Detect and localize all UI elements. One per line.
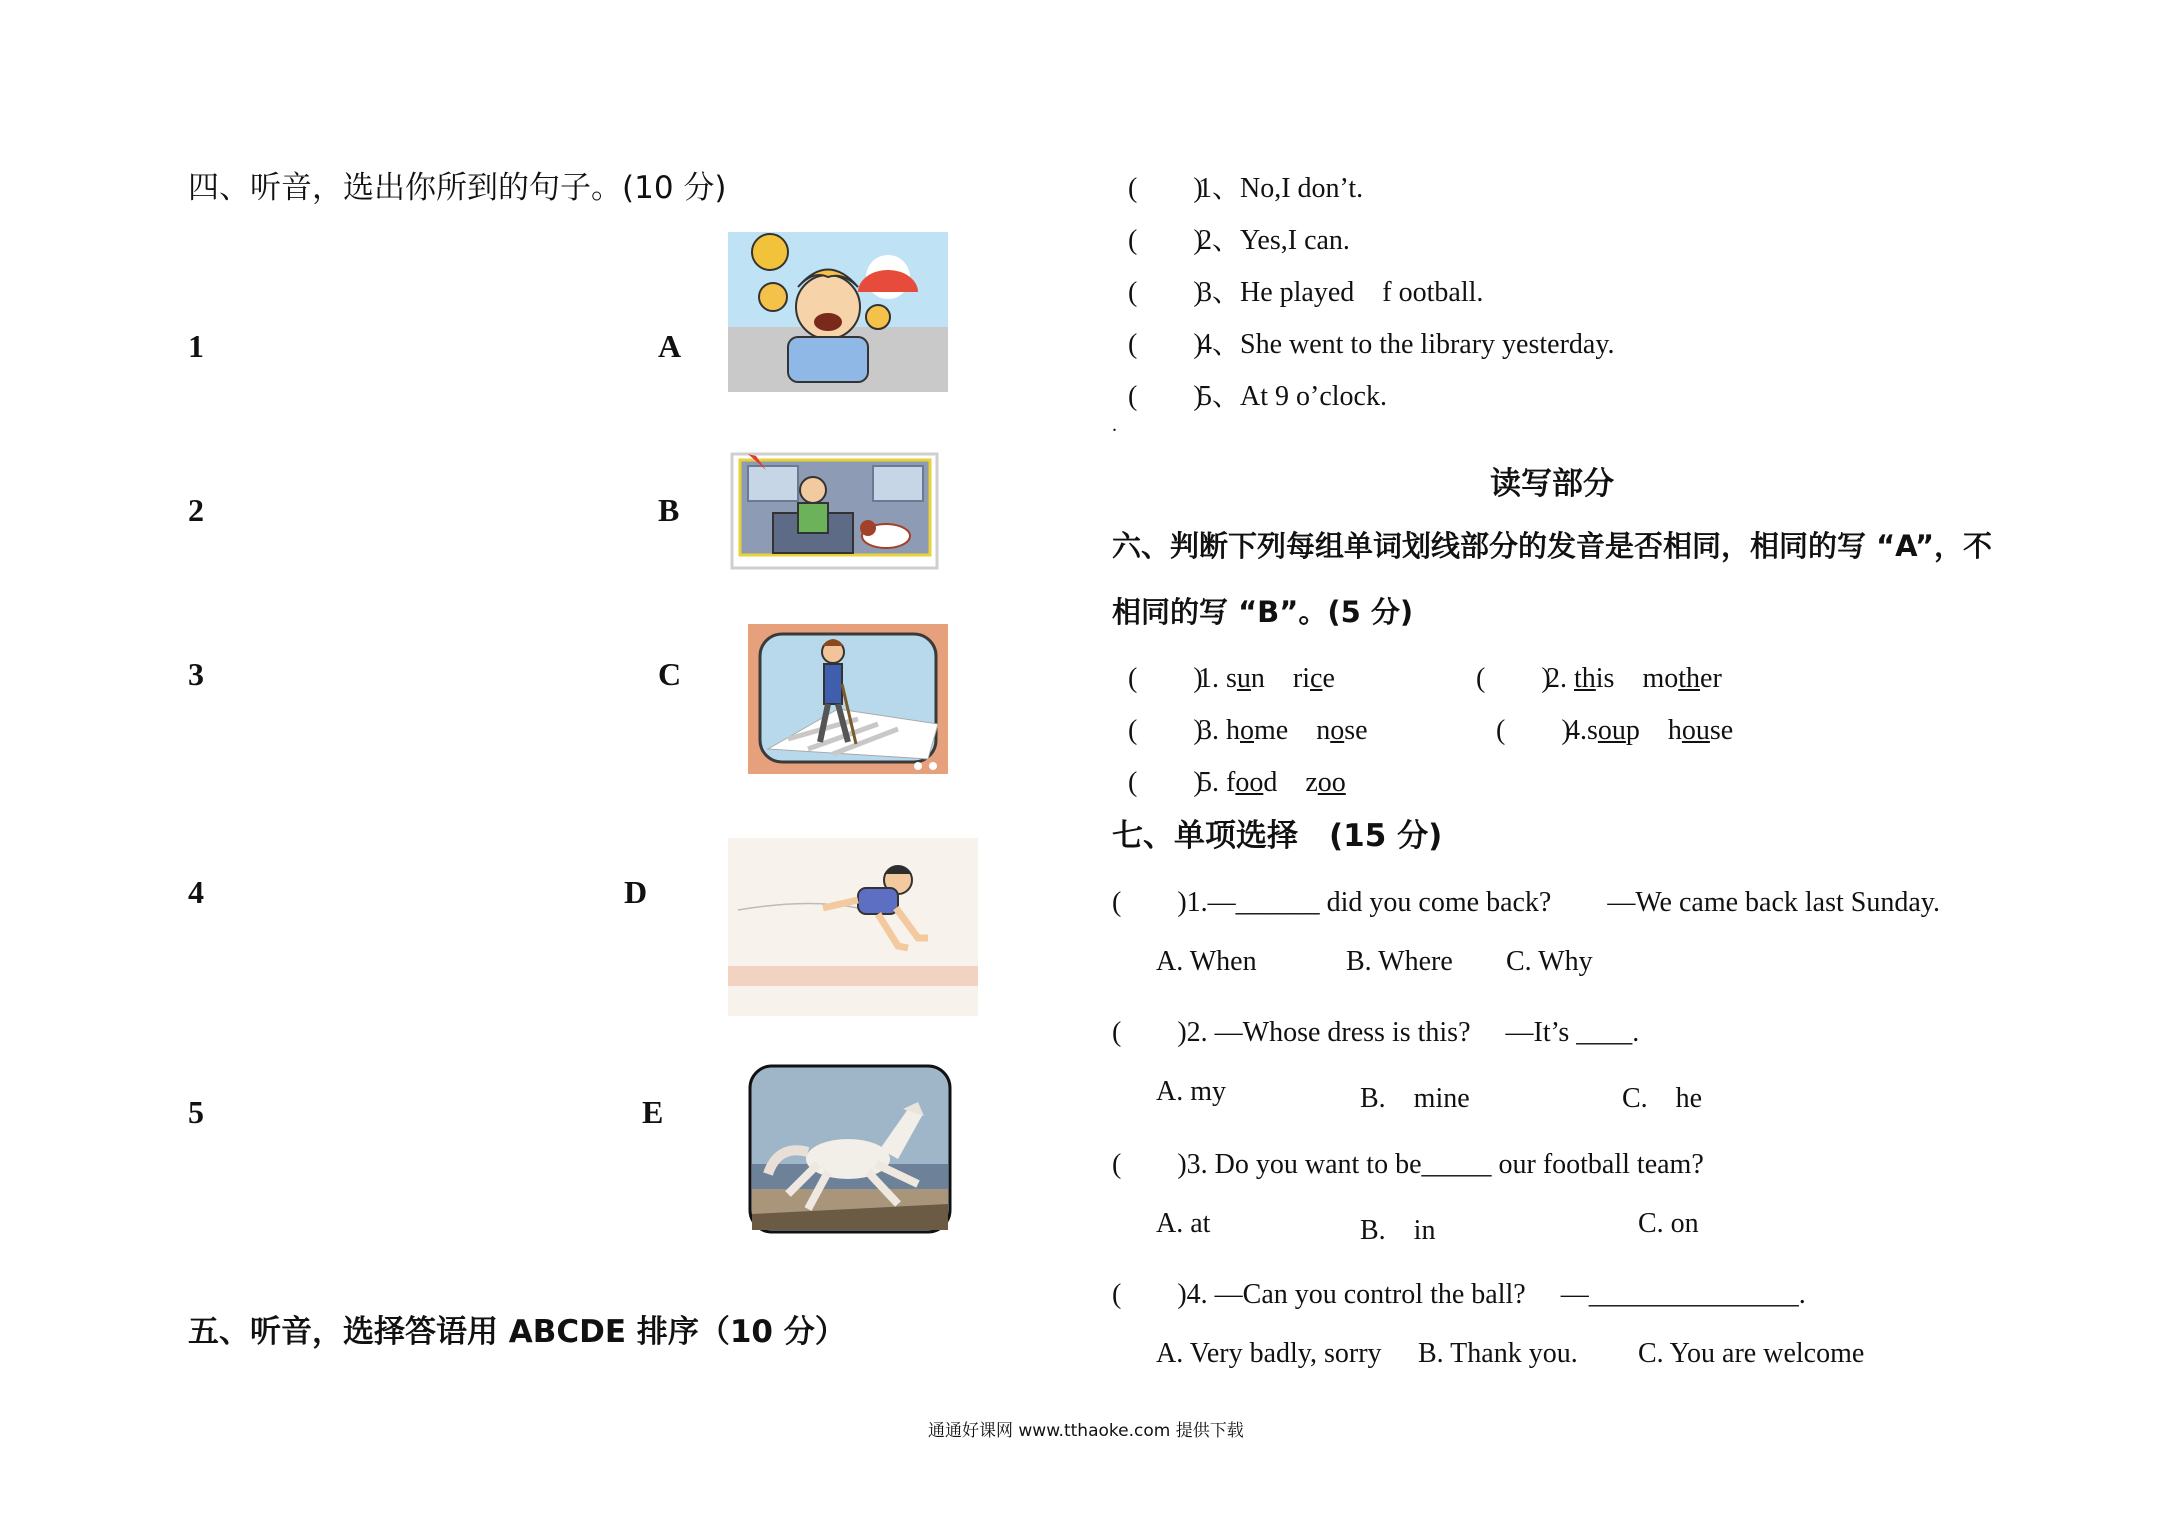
item-letter-d: D xyxy=(624,874,648,910)
answer-paren: ( ) xyxy=(1128,381,1203,412)
answer-row-5 xyxy=(1128,374,1387,414)
answer-paren: ( ) xyxy=(1128,173,1203,204)
answer-paren: ( ) xyxy=(1128,225,1203,256)
word-underlined: ou xyxy=(1597,715,1626,746)
mc-option-4a: A. Very badly, sorry xyxy=(1156,1338,1382,1369)
phonics-num: 3. xyxy=(1198,715,1219,746)
boy-long-jump-icon xyxy=(728,838,978,1016)
word-part: er xyxy=(1700,663,1722,694)
mc-paren: ( xyxy=(1112,887,1178,918)
phonics-paren: ( ) xyxy=(1128,663,1203,694)
phonics-item-5 xyxy=(1128,760,1346,800)
boy-waking-up-icon xyxy=(728,232,948,392)
phonics-paren: ( ) xyxy=(1128,767,1203,798)
word-part: z xyxy=(1305,767,1318,798)
mc-option-1c: C. Why xyxy=(1506,946,1593,977)
section6-title-line1: 六、判断下列每组单词划线部分的发音是否相同，相同的写 “A”，不 xyxy=(1112,529,1992,563)
answer-text: 2、Yes,I can. xyxy=(1198,225,1350,256)
item-number-3: 3 xyxy=(188,656,204,692)
answer-text: 1、No,I don’t. xyxy=(1198,173,1364,204)
word-part: n xyxy=(1250,663,1265,694)
word-part: mo xyxy=(1642,663,1679,694)
word-part: d xyxy=(1263,767,1278,798)
word-underlined: o xyxy=(1330,715,1345,746)
phonics-num: 2. xyxy=(1546,663,1567,694)
item-number-4: 4 xyxy=(188,874,204,910)
word-underlined: o xyxy=(1240,715,1254,746)
phonics-num: 1. xyxy=(1198,663,1219,694)
word-part: e xyxy=(1322,663,1335,694)
word-part: is xyxy=(1595,663,1615,694)
phonics-item-3 xyxy=(1128,708,1368,748)
mc-question-1 xyxy=(1112,880,1940,920)
word-part: s xyxy=(1226,663,1237,694)
word-part: s xyxy=(1587,715,1598,746)
phonics-paren: ( ) xyxy=(1476,663,1551,694)
phonics-item-2 xyxy=(1476,656,1722,696)
item-letter-a: A xyxy=(658,328,682,364)
mc-option-4b: B. Thank you. xyxy=(1418,1338,1578,1369)
word-part: se xyxy=(1709,715,1734,746)
word-underlined: c xyxy=(1310,663,1323,694)
mc-option-3c: C. on xyxy=(1638,1208,1699,1239)
section7-title: 七、单项选择 (15 分) xyxy=(1112,818,1443,854)
mc-question-text: )4. —Can you control the ball? —_______________. xyxy=(1177,1279,1806,1310)
word-underlined: oo xyxy=(1317,767,1346,798)
mc-option-2b: B. mine xyxy=(1360,1083,1470,1114)
mc-option-2c: C. he xyxy=(1622,1083,1703,1114)
item-letter-b: B xyxy=(658,492,680,528)
part-title: 读写部分 xyxy=(1490,466,1614,502)
word-part: h xyxy=(1667,715,1682,746)
mc-option-4c: C. You are welcome xyxy=(1638,1338,1865,1369)
answer-row-2 xyxy=(1128,218,1350,258)
mc-question-3 xyxy=(1112,1142,1704,1182)
section4-title: 四、听音，选出你所到的句子。(10 分) xyxy=(188,170,727,206)
word-underlined: oo xyxy=(1235,767,1264,798)
word-part: f xyxy=(1226,767,1236,798)
phonics-paren: ( ) xyxy=(1496,715,1571,746)
mc-paren: ( xyxy=(1112,1149,1178,1180)
answer-paren: ( ) xyxy=(1128,329,1203,360)
running-horse-icon xyxy=(748,1064,952,1234)
section6-title-line2: 相同的写 “B”。(5 分) xyxy=(1112,595,1414,629)
mc-option-1a: A. When xyxy=(1156,946,1257,977)
answer-text: 4、She went to the library yesterday. xyxy=(1198,329,1615,360)
section5-title: 五、听音，选择答语用 ABCDE 排序（10 分） xyxy=(188,1314,846,1350)
phonics-item-4 xyxy=(1496,708,1733,748)
man-chair-dog-icon xyxy=(728,448,943,573)
word-underlined: ou xyxy=(1681,715,1710,746)
item-number-2: 2 xyxy=(188,492,204,528)
item-letter-e: E xyxy=(642,1094,664,1130)
word-underlined: u xyxy=(1236,663,1251,694)
word-part: se xyxy=(1344,715,1368,746)
mc-option-3b: B. in xyxy=(1360,1215,1436,1246)
answer-text: 3、He played f ootball. xyxy=(1198,277,1484,308)
word-underlined: th xyxy=(1678,663,1701,694)
mc-paren: ( xyxy=(1112,1017,1178,1048)
phonics-num: 4. xyxy=(1566,715,1587,746)
word-part: h xyxy=(1226,715,1240,746)
answer-text: 5、At 9 o’clock. xyxy=(1198,381,1387,412)
word-part: me xyxy=(1254,715,1289,746)
item-letter-c: C xyxy=(658,656,682,692)
mc-paren: ( xyxy=(1112,1279,1178,1310)
word-part: n xyxy=(1316,715,1331,746)
phonics-item-1 xyxy=(1128,656,1335,696)
mc-option-2a: A. my xyxy=(1156,1076,1226,1107)
man-crossing-road-icon xyxy=(748,624,948,774)
mc-option-1b: B. Where xyxy=(1346,946,1453,977)
phonics-num: 5. xyxy=(1198,767,1219,798)
answer-row-1 xyxy=(1128,166,1363,206)
item-number-5: 5 xyxy=(188,1094,204,1130)
mc-option-3a: A. at xyxy=(1156,1208,1211,1239)
mc-question-4 xyxy=(1112,1272,1806,1312)
mc-question-2 xyxy=(1112,1010,1639,1050)
answer-paren: ( ) xyxy=(1128,277,1203,308)
phonics-paren: ( ) xyxy=(1128,715,1203,746)
word-part: p xyxy=(1625,715,1640,746)
mc-question-text: )1.—______ did you come back? —We came back last Sunday. xyxy=(1177,887,1940,918)
mc-question-text: )3. Do you want to be_____ our football team? xyxy=(1177,1149,1704,1180)
mc-question-text: )2. —Whose dress is this? —It’s ____. xyxy=(1177,1017,1640,1048)
word-part: ri xyxy=(1292,663,1311,694)
footer-text: 通通好课网 www.tthaoke.com 提供下载 xyxy=(928,1421,1244,1441)
answer-row-4 xyxy=(1128,322,1615,362)
stray-dot: . xyxy=(1112,414,1117,436)
answer-row-3 xyxy=(1128,270,1483,310)
item-number-1: 1 xyxy=(188,328,204,364)
word-underlined: th xyxy=(1574,663,1596,694)
